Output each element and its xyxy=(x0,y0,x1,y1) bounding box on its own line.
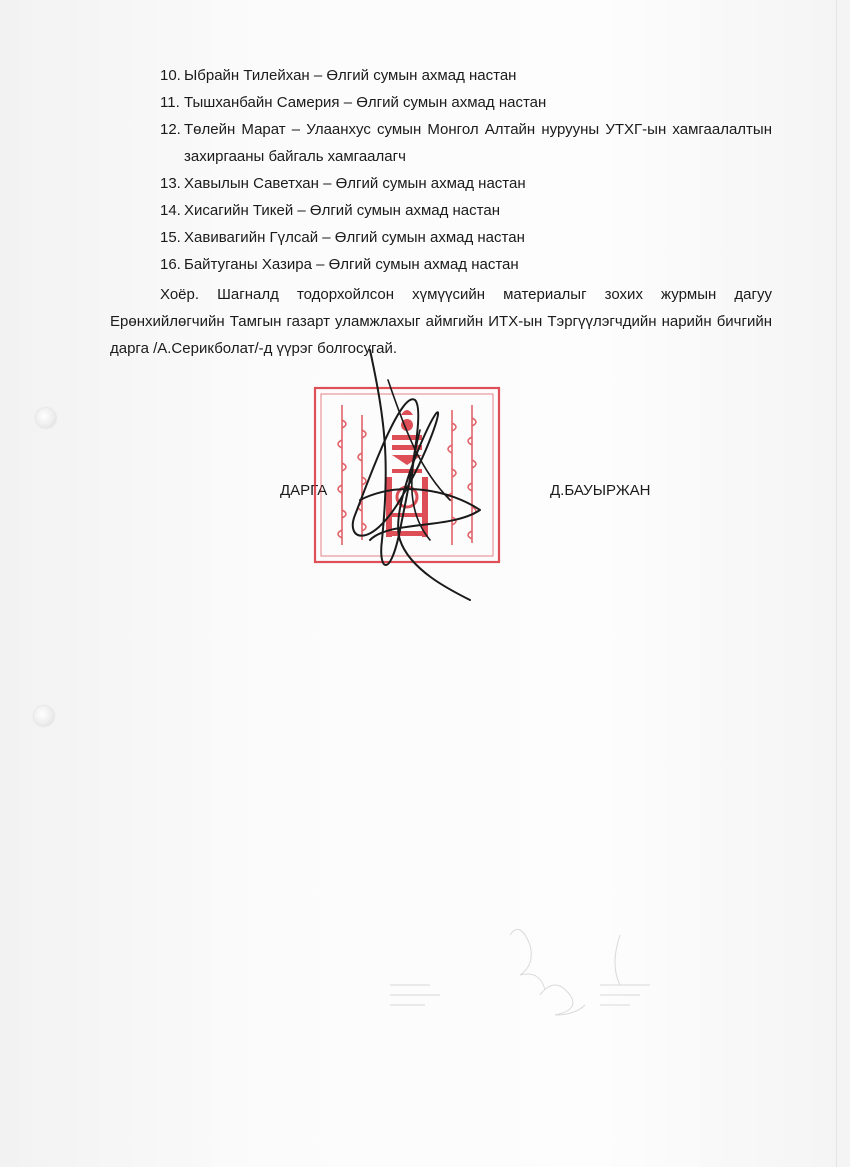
list-item xyxy=(160,62,772,89)
signatory-title: ДАРГА xyxy=(280,482,328,499)
list-item-text: Хавылын Саветхан – Өлгий сумын ахмад настан xyxy=(184,175,526,192)
list-item xyxy=(160,170,772,197)
list-item-number: 15. xyxy=(160,229,181,246)
resolution-paragraph: Хоёр. Шагналд тодорхойлсон хүмүүсийн материалыг зохих журмын дагуу Ерөнхийлөгчийн Тамгын газарт уламжлахыг аймгийн ИТХ-ын Тэргүүлэгчдийн нарийн бичгийн дарга /А.Серикболат/-д үүрэг болгосугай. xyxy=(110,286,772,357)
list-item-text: Хисагийн Тикей – Өлгий сумын ахмад настан xyxy=(184,202,500,219)
list-item-text: Ыбрайн Тилейхан – Өлгий сумын ахмад настан xyxy=(184,67,517,84)
list-item xyxy=(160,251,772,278)
list-item-number: 12. xyxy=(160,121,181,138)
signatory-name: Д.БАУЫРЖАН xyxy=(550,482,651,499)
signature-stroke-secondary xyxy=(388,380,450,540)
list-item xyxy=(160,116,772,170)
list-item-text: Тышханбайн Самерия – Өлгий сумын ахмад настан xyxy=(184,94,547,111)
signature-stroke xyxy=(353,350,480,600)
list-item-text: Хавивагийн Гүлсай – Өлгий сумын ахмад настан xyxy=(184,229,525,246)
list-item-text: Төлейн Марат – Улаанхус сумын Монгол Алтайн нурууны УТХГ-ын хамгаалалтын захиргааны байгаль хамгаалагч xyxy=(184,121,772,165)
list-item-number: 16. xyxy=(160,256,181,273)
list-item-number: 11. xyxy=(160,94,180,111)
list-item-number: 13. xyxy=(160,175,181,192)
page-edge-shadow xyxy=(836,0,837,1167)
list-item xyxy=(160,89,772,116)
list-item-number: 10. xyxy=(160,67,181,84)
bleed-through-strokes xyxy=(390,929,650,1015)
punch-hole-bottom xyxy=(34,706,54,726)
punch-hole-top xyxy=(36,408,56,428)
list-item xyxy=(160,197,772,224)
bleed-through-marks xyxy=(380,915,710,1035)
list-item xyxy=(160,224,772,251)
handwritten-signature xyxy=(330,340,500,610)
list-item-number: 14. xyxy=(160,202,181,219)
awardee-list xyxy=(160,62,772,278)
list-item-text: Байтуганы Хазира – Өлгий сумын ахмад настан xyxy=(184,256,519,273)
